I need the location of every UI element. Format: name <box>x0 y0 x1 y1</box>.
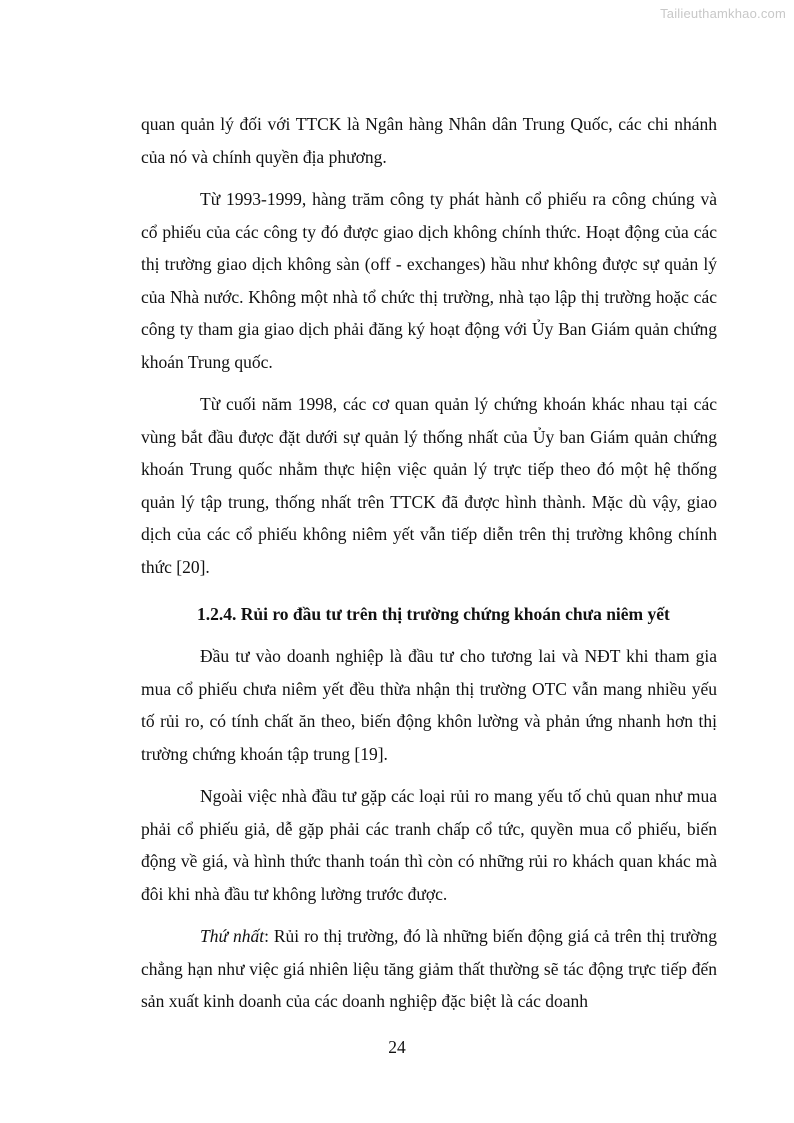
page-number: 24 <box>388 1037 406 1057</box>
paragraph: quan quản lý đối với TTCK là Ngân hàng Nhân dân Trung Quốc, các chi nhánh của nó và chính quyền địa phương. <box>141 114 717 167</box>
watermark-text: Tailieuthamkhao.com <box>660 6 786 21</box>
paragraph: Ngoài việc nhà đầu tư gặp các loại rủi ro mang yếu tố chủ quan như mua phải cổ phiếu giả, dễ gặp phải các tranh chấp cổ tức, quyền mua cổ phiếu, biến động về giá, và hình thức thanh toán thì còn có những rủi ro khách quan khác mà đôi khi nhà đầu tư không lường trước được. <box>141 786 717 904</box>
paragraph: Từ cuối năm 1998, các cơ quan quản lý chứng khoán khác nhau tại các vùng bắt đầu được đặt dưới sự quản lý thống nhất của Ủy ban Giám quản chứng khoán Trung quốc nhằm thực hiện việc quản lý trực tiếp theo đó một hệ thống quản lý tập trung, thống nhất trên TTCK đã được hình thành. Mặc dù vậy, giao dịch của các cổ phiếu không niêm yết vẫn tiếp diễn trên thị trường không chính thức [20]. <box>141 394 717 577</box>
section-heading: 1.2.4. Rủi ro đầu tư trên thị trường chứng khoán chưa niêm yết <box>197 604 670 624</box>
paragraph: Từ 1993-1999, hàng trăm công ty phát hành cổ phiếu ra công chúng và cổ phiếu của các công ty đó được giao dịch không chính thức. Hoạt động của các thị trường giao dịch không sàn (off - exchanges) hầu như không được sự quản lý của Nhà nước. Không một nhà tổ chức thị trường, nhà tạo lập thị trường hoặc các công ty tham gia giao dịch phải đăng ký hoạt động với Ủy Ban Giám quản chứng khoán Trung quốc. <box>141 189 717 372</box>
paragraph-lead-italic: Thứ nhất <box>200 926 265 946</box>
paragraph <box>141 920 717 1018</box>
paragraph-text: : Rủi ro thị trường, đó là những biến động giá cả trên thị trường chẳng hạn như việc giá nhiên liệu tăng giảm thất thường sẽ tác động trực tiếp đến sản xuất kinh doanh của các doanh nghiệp đặc biệt là các doanh <box>141 926 717 1011</box>
page-body <box>141 108 717 1018</box>
paragraph: Đầu tư vào doanh nghiệp là đầu tư cho tương lai và NĐT khi tham gia mua cổ phiếu chưa niêm yết đều thừa nhận thị trường OTC vẫn mang nhiều yếu tố rủi ro, có tính chất ăn theo, biến động khôn lường và phản ứng nhanh hơn thị trường chứng khoán tập trung [19]. <box>141 646 717 764</box>
